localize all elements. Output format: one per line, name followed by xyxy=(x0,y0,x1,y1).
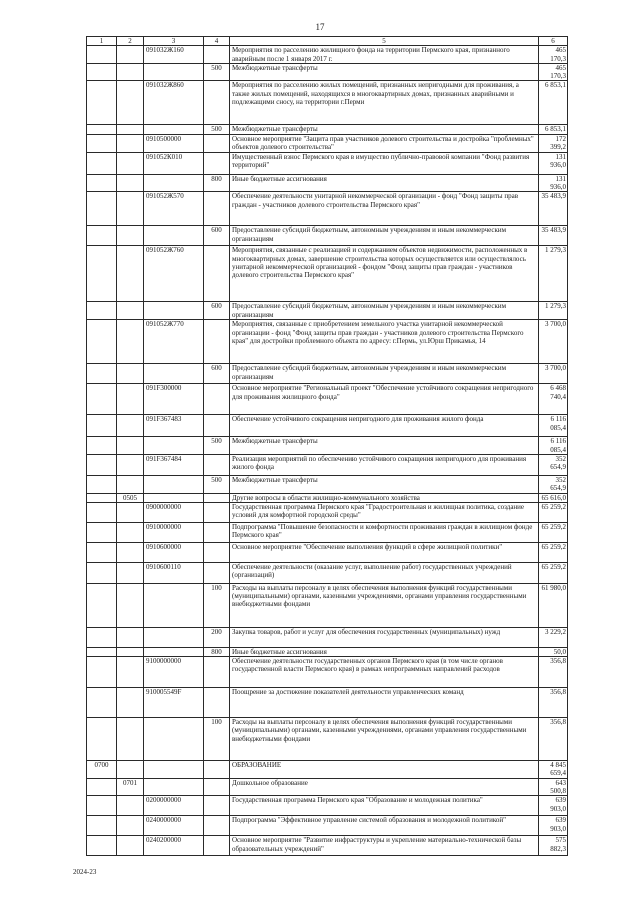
subsection-code-cell xyxy=(117,364,144,384)
table-row xyxy=(87,174,568,192)
expense-name-cell: Иные бюджетные ассигнования xyxy=(230,174,539,192)
subsection-code-cell: 0701 xyxy=(117,778,144,796)
amount-cell: 643 500,8 xyxy=(539,778,568,796)
table-row xyxy=(87,125,568,134)
target-article-cell: 091052Ж570 xyxy=(144,192,204,226)
section-code-cell xyxy=(87,502,117,522)
amount-cell: 639 903,0 xyxy=(539,816,568,836)
target-article-cell: 091052Ж760 xyxy=(144,246,204,302)
table-row xyxy=(87,152,568,174)
expense-type-cell xyxy=(204,796,230,816)
subsection-code-cell xyxy=(117,657,144,688)
table-row xyxy=(87,384,568,415)
target-article-cell xyxy=(144,174,204,192)
section-code-cell xyxy=(87,320,117,364)
table-row xyxy=(87,134,568,152)
target-article-cell: 0910000000 xyxy=(144,522,204,542)
expense-name-cell: Межбюджетные трансферты xyxy=(230,63,539,81)
section-code-cell xyxy=(87,134,117,152)
table-row xyxy=(87,627,568,647)
expense-name-cell: Иные бюджетные ассигнования xyxy=(230,647,539,656)
section-code-cell xyxy=(87,688,117,718)
amount-cell: 35 483,9 xyxy=(539,226,568,246)
expense-name-cell: Расходы на выплаты персоналу в целях обеспечения выполнения функций государственными (муниципальными) органами, казенными учреждениями, органами управления государственными внебюджетными фондами xyxy=(230,583,539,627)
table-row xyxy=(87,688,568,718)
section-code-cell: 0700 xyxy=(87,761,117,779)
amount-cell: 3 700,0 xyxy=(539,364,568,384)
section-code-cell xyxy=(87,796,117,816)
expense-type-cell xyxy=(204,657,230,688)
section-code-cell xyxy=(87,302,117,320)
amount-cell: 6 116 085,4 xyxy=(539,415,568,437)
target-article-cell: 0910600110 xyxy=(144,562,204,583)
section-code-cell xyxy=(87,226,117,246)
expense-name-cell: Основное мероприятие "Региональный проект "Обеспечение устойчивого сокращения непригодного для проживания жилищного фонда" xyxy=(230,384,539,415)
expense-name-cell: Закупка товаров, работ и услуг для обеспечения государственных (муниципальных) нужд xyxy=(230,627,539,647)
expense-type-cell: 800 xyxy=(204,174,230,192)
expense-name-cell: Межбюджетные трансферты xyxy=(230,475,539,493)
table-row xyxy=(87,657,568,688)
target-article-cell xyxy=(144,761,204,779)
expense-type-cell xyxy=(204,415,230,437)
amount-cell: 465 170,3 xyxy=(539,63,568,81)
amount-cell: 1 279,3 xyxy=(539,246,568,302)
amount-cell: 1 279,3 xyxy=(539,302,568,320)
target-article-cell xyxy=(144,647,204,656)
table-row xyxy=(87,647,568,656)
section-code-cell xyxy=(87,454,117,475)
subsection-code-cell xyxy=(117,475,144,493)
section-code-cell xyxy=(87,778,117,796)
subsection-code-cell xyxy=(117,502,144,522)
table-row xyxy=(87,493,568,502)
table-row xyxy=(87,816,568,836)
subsection-code-cell xyxy=(117,415,144,437)
budget-table-body xyxy=(87,37,568,856)
expense-name-cell: Дошкольное образование xyxy=(230,778,539,796)
table-header-row xyxy=(87,37,568,46)
table-row xyxy=(87,796,568,816)
header-cell: 4 xyxy=(204,37,230,46)
subsection-code-cell xyxy=(117,796,144,816)
expense-name-cell: Предоставление субсидий бюджетным, автономным учреждениям и иным некоммерческим организациям xyxy=(230,226,539,246)
amount-cell: 465 170,3 xyxy=(539,46,568,64)
expense-name-cell: Предоставление субсидий бюджетным, автономным учреждениям и иным некоммерческим организациям xyxy=(230,302,539,320)
section-code-cell xyxy=(87,522,117,542)
table-row xyxy=(87,302,568,320)
expense-name-cell: Основное мероприятие "Защита прав участников долевого строительства и достройка "проблемных" объектов долевого строительства" xyxy=(230,134,539,152)
target-article-cell: 0200000000 xyxy=(144,796,204,816)
expense-name-cell: Обеспечение деятельности унитарной некоммерческой организации - фонд "Фонд защиты прав граждан - участников долевого строительства Пермского края" xyxy=(230,192,539,226)
expense-name-cell: Государственная программа Пермского края "Градостроительная и жилищная политика, создание условий для комфортной городской среды" xyxy=(230,502,539,522)
target-article-cell: 091052К010 xyxy=(144,152,204,174)
subsection-code-cell xyxy=(117,522,144,542)
subsection-code-cell xyxy=(117,647,144,656)
target-article-cell xyxy=(144,583,204,627)
amount-cell: 3 229,2 xyxy=(539,627,568,647)
target-article-cell: 0910600000 xyxy=(144,542,204,562)
section-code-cell xyxy=(87,718,117,761)
expense-name-cell: Поощрение за достижение показателей деятельности управленческих команд xyxy=(230,688,539,718)
expense-name-cell: Подпрограмма "Повышение безопасности и комфортности проживания граждан в жилищном фонде Пермского края" xyxy=(230,522,539,542)
section-code-cell xyxy=(87,192,117,226)
expense-type-cell xyxy=(204,778,230,796)
amount-cell: 356,8 xyxy=(539,718,568,761)
table-row xyxy=(87,583,568,627)
expense-name-cell: Обеспечение устойчивого сокращения непригодного для проживания жилого фонда xyxy=(230,415,539,437)
section-code-cell xyxy=(87,836,117,856)
amount-cell: 6 116 085,4 xyxy=(539,437,568,455)
expense-type-cell xyxy=(204,688,230,718)
amount-cell: 65 616,0 xyxy=(539,493,568,502)
subsection-code-cell xyxy=(117,192,144,226)
subsection-code-cell xyxy=(117,542,144,562)
amount-cell: 35 483,9 xyxy=(539,192,568,226)
expense-type-cell xyxy=(204,384,230,415)
target-article-cell: 0240200000 xyxy=(144,836,204,856)
table-row xyxy=(87,522,568,542)
subsection-code-cell xyxy=(117,226,144,246)
section-code-cell xyxy=(87,152,117,174)
subsection-code-cell xyxy=(117,454,144,475)
target-article-cell: 091052Ж770 xyxy=(144,320,204,364)
page-number: 17 xyxy=(315,22,325,32)
expense-type-cell xyxy=(204,562,230,583)
subsection-code-cell xyxy=(117,562,144,583)
table-row xyxy=(87,226,568,246)
subsection-code-cell xyxy=(117,63,144,81)
expense-name-cell: Мероприятия, связанные с приобретением земельного участка унитарной некоммерческой организации - фонд "Фонд защиты прав граждан - участников долевого строительства Пермского края" для достройки проблемного объекта по адресу: г.Пермь, ул.Юрш Прикамья, 14 xyxy=(230,320,539,364)
table-row xyxy=(87,562,568,583)
expense-type-cell: 500 xyxy=(204,125,230,134)
target-article-cell xyxy=(144,437,204,455)
expense-type-cell xyxy=(204,816,230,836)
target-article-cell: 091F300000 xyxy=(144,384,204,415)
amount-cell: 575 882,3 xyxy=(539,836,568,856)
target-article-cell: 0240000000 xyxy=(144,816,204,836)
target-article-cell: 091F367483 xyxy=(144,415,204,437)
subsection-code-cell xyxy=(117,627,144,647)
amount-cell: 172 399,2 xyxy=(539,134,568,152)
section-code-cell xyxy=(87,542,117,562)
header-cell: 3 xyxy=(144,37,204,46)
target-article-cell: 9100000000 xyxy=(144,657,204,688)
subsection-code-cell xyxy=(117,761,144,779)
subsection-code-cell xyxy=(117,125,144,134)
expense-name-cell: Мероприятия, связанные с реализацией и содержанием объектов недвижимости, расположенных в многоквартирных домах, завершение строительства которых осуществляется или осуществлялось унитарной некоммерческой организацией - фондом "Фонд защиты прав граждан - участников долевого строительства Пермского края" xyxy=(230,246,539,302)
amount-cell: 65 259,2 xyxy=(539,522,568,542)
section-code-cell xyxy=(87,493,117,502)
target-article-cell xyxy=(144,364,204,384)
expense-type-cell xyxy=(204,502,230,522)
section-code-cell xyxy=(87,125,117,134)
table-row xyxy=(87,192,568,226)
expense-name-cell: Мероприятия по расселению жилых помещений, признанных непригодными для проживания, а также жилых помещений, находящихся в многоквартирных домах, признанных аварийными и подлежащими сносу, на территории г.Перми xyxy=(230,81,539,125)
expense-type-cell xyxy=(204,152,230,174)
amount-cell: 356,8 xyxy=(539,688,568,718)
section-code-cell xyxy=(87,46,117,64)
table-row xyxy=(87,542,568,562)
subsection-code-cell xyxy=(117,174,144,192)
table-row xyxy=(87,46,568,64)
expense-name-cell: Обеспечение деятельности государственных органов Пермского края (в том числе органов государственной власти Пермского края) в рамках непрограммных направлений расходов xyxy=(230,657,539,688)
expense-type-cell xyxy=(204,246,230,302)
table-row xyxy=(87,364,568,384)
expense-name-cell: Подпрограмма "Эффективное управление системой образования и молодежной политикой" xyxy=(230,816,539,836)
expense-name-cell: Имущественный взнос Пермского края в имущество публично-правовой компании "Фонд развития территорий" xyxy=(230,152,539,174)
header-cell: 6 xyxy=(539,37,568,46)
amount-cell: 131 936,0 xyxy=(539,174,568,192)
header-cell: 2 xyxy=(117,37,144,46)
table-row xyxy=(87,761,568,779)
budget-table xyxy=(86,36,568,856)
target-article-cell: 910005549F xyxy=(144,688,204,718)
subsection-code-cell xyxy=(117,718,144,761)
table-row xyxy=(87,502,568,522)
expense-type-cell: 200 xyxy=(204,627,230,647)
table-row xyxy=(87,836,568,856)
section-code-cell xyxy=(87,816,117,836)
subsection-code-cell xyxy=(117,320,144,364)
expense-name-cell: Государственная программа Пермского края "Образование и молодежная политика" xyxy=(230,796,539,816)
target-article-cell xyxy=(144,778,204,796)
amount-cell: 6 853,1 xyxy=(539,125,568,134)
expense-name-cell: Межбюджетные трансферты xyxy=(230,125,539,134)
amount-cell: 50,0 xyxy=(539,647,568,656)
target-article-cell: 0900000000 xyxy=(144,502,204,522)
table-row xyxy=(87,415,568,437)
table-row xyxy=(87,475,568,493)
target-article-cell: 091F367484 xyxy=(144,454,204,475)
amount-cell: 6 853,1 xyxy=(539,81,568,125)
subsection-code-cell xyxy=(117,152,144,174)
expense-type-cell: 600 xyxy=(204,302,230,320)
section-code-cell xyxy=(87,475,117,493)
expense-type-cell xyxy=(204,46,230,64)
expense-type-cell xyxy=(204,493,230,502)
target-article-cell: 091032Ж860 xyxy=(144,81,204,125)
subsection-code-cell xyxy=(117,134,144,152)
expense-type-cell: 100 xyxy=(204,718,230,761)
expense-name-cell: Другие вопросы в области жилищно-коммунального хозяйства xyxy=(230,493,539,502)
amount-cell: 3 700,0 xyxy=(539,320,568,364)
expense-name-cell: Предоставление субсидий бюджетным, автономным учреждениям и иным некоммерческим организациям xyxy=(230,364,539,384)
expense-type-cell xyxy=(204,192,230,226)
target-article-cell xyxy=(144,226,204,246)
target-article-cell xyxy=(144,475,204,493)
section-code-cell xyxy=(87,657,117,688)
section-code-cell xyxy=(87,562,117,583)
subsection-code-cell xyxy=(117,302,144,320)
section-code-cell xyxy=(87,174,117,192)
amount-cell: 131 936,0 xyxy=(539,152,568,174)
expense-type-cell xyxy=(204,836,230,856)
subsection-code-cell xyxy=(117,688,144,718)
section-code-cell xyxy=(87,364,117,384)
amount-cell: 61 980,0 xyxy=(539,583,568,627)
target-article-cell xyxy=(144,493,204,502)
section-code-cell xyxy=(87,583,117,627)
expense-type-cell xyxy=(204,454,230,475)
target-article-cell xyxy=(144,718,204,761)
target-article-cell: 0910500000 xyxy=(144,134,204,152)
header-cell: 1 xyxy=(87,37,117,46)
expense-type-cell: 100 xyxy=(204,583,230,627)
target-article-cell xyxy=(144,302,204,320)
table-row xyxy=(87,246,568,302)
table-row xyxy=(87,454,568,475)
section-code-cell xyxy=(87,627,117,647)
expense-type-cell: 500 xyxy=(204,63,230,81)
subsection-code-cell xyxy=(117,384,144,415)
section-code-cell xyxy=(87,415,117,437)
section-code-cell xyxy=(87,384,117,415)
expense-type-cell: 500 xyxy=(204,475,230,493)
amount-cell: 6 468 740,4 xyxy=(539,384,568,415)
expense-name-cell: Обеспечение деятельности (оказание услуг, выполнение работ) государственных учреждений (организаций) xyxy=(230,562,539,583)
amount-cell: 65 259,2 xyxy=(539,502,568,522)
section-code-cell xyxy=(87,81,117,125)
expense-name-cell: Основное мероприятие "Развитие инфраструктуры и укрепление материально-технической базы образовательных учреждений" xyxy=(230,836,539,856)
table-row xyxy=(87,437,568,455)
amount-cell: 65 259,2 xyxy=(539,542,568,562)
section-code-cell xyxy=(87,246,117,302)
amount-cell: 65 259,2 xyxy=(539,562,568,583)
expense-type-cell: 600 xyxy=(204,226,230,246)
expense-type-cell xyxy=(204,134,230,152)
subsection-code-cell: 0505 xyxy=(117,493,144,502)
expense-name-cell: ОБРАЗОВАНИЕ xyxy=(230,761,539,779)
expense-name-cell: Основное мероприятие "Обеспечение выполнения функций в сфере жилищной политики" xyxy=(230,542,539,562)
expense-type-cell xyxy=(204,542,230,562)
expense-name-cell: Расходы на выплаты персоналу в целях обеспечения выполнения функций государственными (муниципальными) органами, казенными учреждениями, органами управления государственными внебюджетными фондами xyxy=(230,718,539,761)
amount-cell: 352 654,9 xyxy=(539,454,568,475)
subsection-code-cell xyxy=(117,81,144,125)
expense-name-cell: Межбюджетные трансферты xyxy=(230,437,539,455)
table-row xyxy=(87,778,568,796)
subsection-code-cell xyxy=(117,816,144,836)
target-article-cell xyxy=(144,125,204,134)
subsection-code-cell xyxy=(117,836,144,856)
table-row xyxy=(87,81,568,125)
section-code-cell xyxy=(87,437,117,455)
expense-type-cell: 500 xyxy=(204,437,230,455)
expense-type-cell xyxy=(204,761,230,779)
section-code-cell xyxy=(87,647,117,656)
expense-type-cell xyxy=(204,81,230,125)
subsection-code-cell xyxy=(117,437,144,455)
expense-name-cell: Мероприятия по расселению жилищного фонда на территории Пермского края, признанного аварийным после 1 января 2017 г. xyxy=(230,46,539,64)
expense-type-cell: 800 xyxy=(204,647,230,656)
table-row xyxy=(87,63,568,81)
amount-cell: 352 654,9 xyxy=(539,475,568,493)
subsection-code-cell xyxy=(117,246,144,302)
table-row xyxy=(87,320,568,364)
table-row xyxy=(87,718,568,761)
expense-type-cell xyxy=(204,320,230,364)
target-article-cell xyxy=(144,627,204,647)
subsection-code-cell xyxy=(117,583,144,627)
section-code-cell xyxy=(87,63,117,81)
target-article-cell: 091032Ж160 xyxy=(144,46,204,64)
subsection-code-cell xyxy=(117,46,144,64)
amount-cell: 4 845 659,4 xyxy=(539,761,568,779)
footer-code: 2024-23 xyxy=(73,868,97,876)
header-cell: 5 xyxy=(230,37,539,46)
expense-name-cell: Реализация мероприятий по обеспечению устойчивого сокращения непригодного для проживания жилого фонда xyxy=(230,454,539,475)
amount-cell: 356,8 xyxy=(539,657,568,688)
target-article-cell xyxy=(144,63,204,81)
expense-type-cell: 600 xyxy=(204,364,230,384)
amount-cell: 639 903,0 xyxy=(539,796,568,816)
expense-type-cell xyxy=(204,522,230,542)
